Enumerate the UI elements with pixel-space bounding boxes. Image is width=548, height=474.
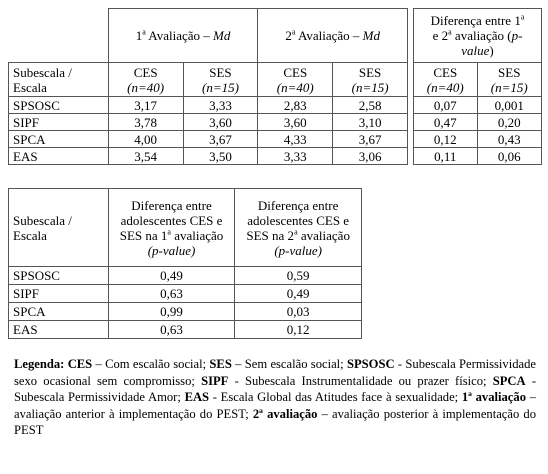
legend-text: - Escala Global das Atitudes face à sexualidade;: [209, 390, 462, 404]
table-row: [414, 97, 542, 114]
table-row: [9, 131, 408, 148]
cell: 3,06: [333, 148, 408, 165]
cell: 0,06: [477, 148, 542, 165]
legend-key: 1ª avaliação: [461, 390, 526, 404]
legend: [14, 356, 536, 439]
first-evaluation-header: 1$^a$ Avaliação – Md: [108, 9, 258, 63]
cell: 3,60: [183, 114, 258, 131]
col-ces: CES (n=40): [414, 63, 478, 97]
col-ses-1: SES (n=15): [183, 63, 258, 97]
cell: 3,33: [258, 148, 333, 165]
col-ces-2: CES (n=40): [258, 63, 333, 97]
table-row: [9, 285, 362, 303]
cell: 0,99: [108, 303, 235, 321]
cell: 0,03: [235, 303, 362, 321]
cell: 3,33: [183, 97, 258, 114]
col-ces-1: CES (n=40): [108, 63, 183, 97]
table-row: [414, 131, 542, 148]
row-label: SIPF: [9, 285, 109, 303]
row-label: EAS: [9, 321, 109, 339]
cell: 0,49: [235, 285, 362, 303]
cell: 4,00: [108, 131, 183, 148]
cell: 0,47: [414, 114, 478, 131]
first-evaluation-difference-header: Diferença entre adolescentes CES e SES na 1$^a$ avaliação (p-value): [108, 189, 235, 267]
cell: 2,58: [333, 97, 408, 114]
row-label: SPCA: [9, 303, 109, 321]
legend-key: SIPF: [201, 373, 229, 388]
table-row: [414, 114, 542, 131]
row-label: SPSOSC: [9, 267, 109, 285]
cell: 0,12: [414, 131, 478, 148]
row-label: SPCA: [9, 131, 109, 148]
table-row: [414, 148, 542, 165]
second-evaluation-header: 2$^a$ Avaliação – Md: [258, 9, 408, 63]
difference-header: Diferença entre 1$^a$ e 2$^a$ avaliação (p- value): [414, 9, 542, 63]
evaluation-difference-table: [413, 8, 542, 165]
cell: 0,63: [108, 285, 235, 303]
table-row: [9, 267, 362, 285]
cell: 0,43: [477, 131, 542, 148]
cell: 0,59: [235, 267, 362, 285]
legend-key: SPCA: [492, 373, 526, 388]
cell: 2,83: [258, 97, 333, 114]
cell: 0,63: [108, 321, 235, 339]
legend-key: 2ª avaliação: [252, 406, 318, 421]
cell: 0,11: [414, 148, 478, 165]
legend-text: - Subescala Instrumentalidade ou prazer físico;: [228, 373, 493, 388]
legend-key: SPSOSC: [346, 357, 395, 371]
legend-key: EAS: [184, 390, 210, 404]
legend-key: SES: [209, 357, 232, 371]
cell: 3,50: [183, 148, 258, 165]
legend-text: – avaliação anterior à implementação do PEST;: [14, 390, 536, 421]
cell: 3,17: [108, 97, 183, 114]
col-ses-2: SES (n=15): [333, 63, 408, 97]
table-row: [9, 303, 362, 321]
legend-title: Legenda:: [14, 357, 65, 371]
table-row: [9, 321, 362, 339]
col-ses: SES (n=15): [477, 63, 542, 97]
legend-text: - Subescala Permissividade sexo ocasional sem compromisso;: [14, 357, 537, 388]
legend-text: – Sem escalão social;: [231, 357, 347, 371]
cell: 3,67: [183, 131, 258, 148]
cell: 3,60: [258, 114, 333, 131]
empty-corner: [9, 9, 109, 63]
second-evaluation-difference-header: Diferença entre adolescentes CES e SES na 2$^a$ avaliação (p-value): [235, 189, 362, 267]
legend-text: - Subescala Permissividade Amor;: [14, 373, 537, 404]
cell: 0,001: [477, 97, 542, 114]
table-row: [9, 97, 408, 114]
subscale-header: Subescala / Escala: [9, 189, 109, 267]
cell: 0,20: [477, 114, 542, 131]
cell: 3,67: [333, 131, 408, 148]
row-label: SIPF: [9, 114, 109, 131]
cell: 0,12: [235, 321, 362, 339]
row-label: EAS: [9, 148, 109, 165]
cell: 3,78: [108, 114, 183, 131]
table-row: [9, 148, 408, 165]
cell: 0,49: [108, 267, 235, 285]
subscale-header: Subescala / Escala: [9, 63, 109, 97]
legend-key: CES: [67, 357, 93, 371]
group-difference-table: [8, 188, 362, 339]
cell: 0,07: [414, 97, 478, 114]
medians-table: [8, 8, 408, 165]
cell: 4,33: [258, 131, 333, 148]
table-row: [9, 114, 408, 131]
legend-text: – avaliação posterior à implementação do PEST: [14, 406, 537, 437]
row-label: SPSOSC: [9, 97, 109, 114]
cell: 3,54: [108, 148, 183, 165]
cell: 3,10: [333, 114, 408, 131]
legend-text: – Com escalão social;: [92, 357, 210, 371]
